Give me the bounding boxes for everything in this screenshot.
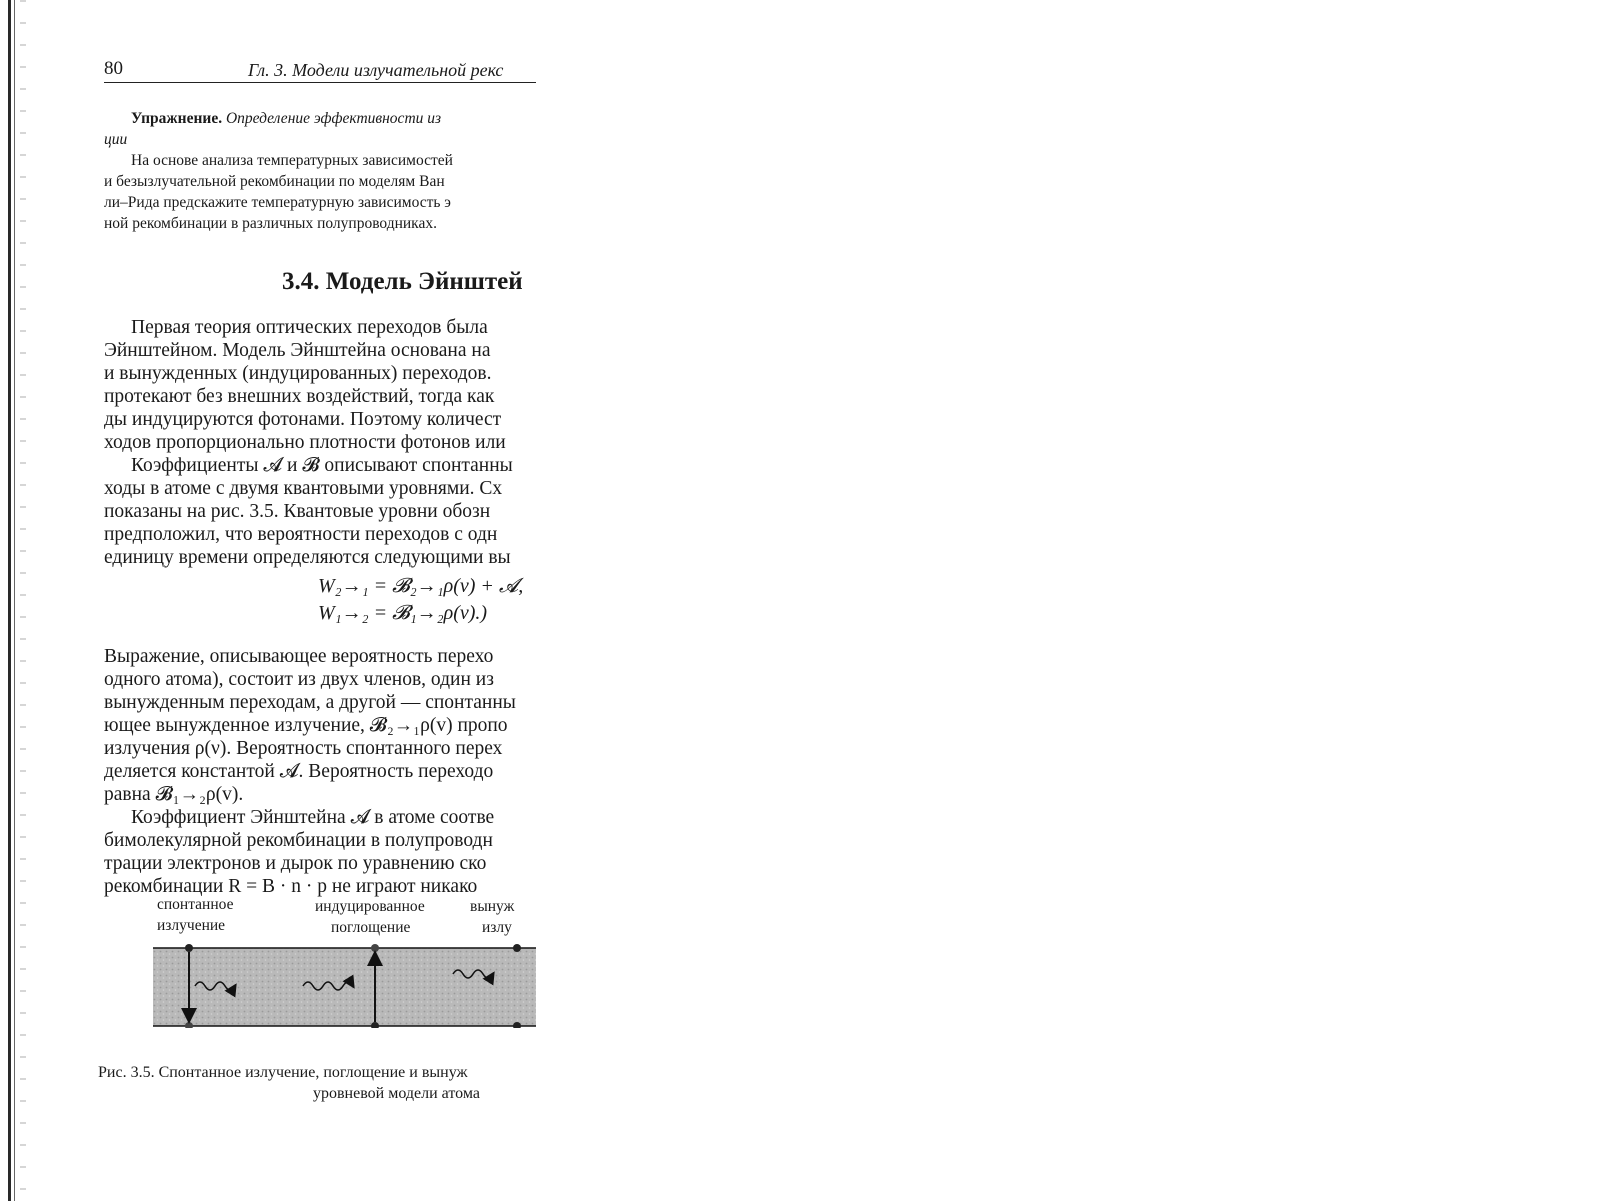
text-line: Коэффициент Эйнштейна 𝓐 в атоме соотве — [131, 807, 495, 828]
text-line: единицу времени определяются следующими вы — [104, 547, 511, 568]
label-stimulated-1: вынуж — [470, 898, 515, 915]
exercise-title-cont: ции — [104, 131, 128, 148]
text-line: одного атома), состоит из двух членов, один из — [104, 669, 494, 690]
text-line: вынужденным переходам, а другой — спонтанны — [104, 692, 516, 713]
electron-upper — [513, 944, 521, 952]
text-line: излучения ρ(ν). Вероятность спонтанного перех — [104, 738, 503, 759]
book-page — [0, 0, 536, 1201]
text-line: Выражение, описывающее вероятность перехо — [104, 646, 494, 667]
text-line: и вынужденных (индуцированных) переходов. — [104, 363, 492, 384]
energy-gap-band — [153, 948, 536, 1026]
text-line: показаны на рис. 3.5. Квантовые уровни обозн — [104, 501, 491, 522]
electron-upper — [185, 944, 193, 952]
exercise-line: На основе анализа температурных зависимостей — [131, 152, 453, 169]
text-line: ющее вынужденное излучение, 𝓑₂→₁ρ(v) пропо — [104, 715, 508, 736]
text-line: Первая теория оптических переходов была — [131, 317, 488, 338]
exercise-title-text: Определение эффективности из — [225, 110, 442, 127]
text-line: трации электронов и дырок по уравнению ско — [104, 853, 487, 874]
page-number: 80 — [104, 58, 123, 79]
label-induced-2: поглощение — [331, 919, 411, 936]
figure-caption-line2: уровневой модели атома — [313, 1085, 480, 1102]
formula-w21: W₂→₁ = 𝓑₂→₁ρ(ν) + 𝓐, — [318, 575, 524, 597]
figure-caption-line1: Рис. 3.5. Спонтанное излучение, поглощение и вынуж — [98, 1064, 468, 1081]
text-line: ды индуцируются фотонами. Поэтому количест — [104, 409, 502, 430]
section-heading: 3.4. Модель Эйнштей — [282, 268, 523, 295]
text-line: рекомбинации R = B · n · p не играют никако — [104, 876, 478, 897]
exercise-line: ной рекомбинации в различных полупроводниках. — [104, 215, 437, 232]
text-line: бимолекулярной рекомбинации в полупроводн — [104, 830, 493, 851]
text-line: Коэффициенты 𝓐 и 𝓑 описывают спонтанны — [131, 455, 513, 476]
formula-w12: W₁→₂ = 𝓑₁→₂ρ(ν).) — [318, 602, 488, 624]
running-title: Гл. 3. Модели излучательной рекс — [248, 60, 504, 80]
label-spontaneous-2: излучение — [157, 917, 226, 934]
exercise-label: Упражнение. — [131, 110, 223, 127]
electron-upper — [371, 944, 379, 952]
text-line: ходов пропорционально плотности фотонов или — [104, 432, 506, 453]
text-line: деляется константой 𝓐. Вероятность переходо — [104, 761, 494, 782]
exercise-line: и безызлучательной рекомбинации по моделям Ван — [104, 173, 445, 190]
exercise-title — [131, 108, 441, 129]
text-line: протекают без внешних воздействий, тогда как — [104, 386, 495, 407]
label-stimulated-2: излу — [482, 919, 512, 936]
header-rule — [104, 82, 536, 83]
two-level-diagram — [153, 944, 536, 1028]
text-line: предположил, что вероятности переходов с одн — [104, 524, 498, 545]
exercise-line: ли–Рида предскажите температурную зависимость э — [104, 194, 451, 211]
text-line: Эйнштейном. Модель Эйнштейна основана на — [104, 340, 491, 361]
label-spontaneous-1: спонтанное — [157, 896, 234, 913]
text-line: ходы в атоме с двумя квантовыми уровнями. Сх — [104, 478, 503, 499]
text-line: равна 𝓑₁→₂ρ(v). — [104, 784, 244, 805]
label-induced-1: индуцированное — [315, 898, 425, 915]
